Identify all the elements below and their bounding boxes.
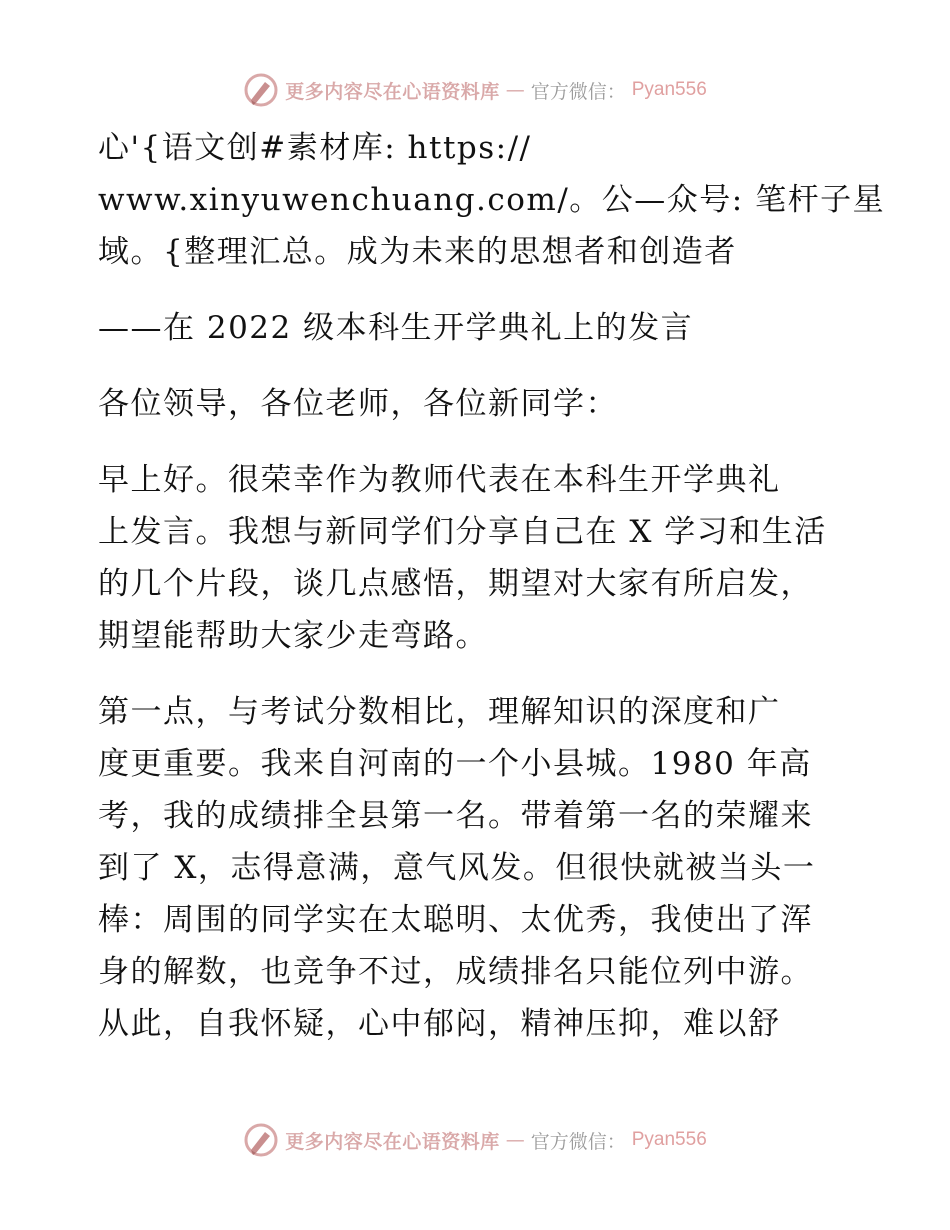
- document-body: [98, 122, 886, 1050]
- paragraph-line: 到了 X，志得意满，意气风发。但很快就被当头一: [98, 850, 816, 886]
- pen-logo-icon: [243, 72, 279, 108]
- paragraph-line: 期望能帮助大家少走弯路。: [98, 618, 488, 654]
- paragraph-line: 棒：周围的同学实在太聪明、太优秀，我使出了浑: [98, 902, 813, 938]
- banner-wechat-id: Pyan556: [631, 79, 707, 100]
- paragraph-line: 从此，自我怀疑，心中郁闷，精神压抑，难以舒: [98, 1006, 781, 1042]
- paragraph-line: 上发言。我想与新同学们分享自己在 X 学习和生活: [98, 514, 827, 550]
- banner-wechat-label: 官方微信：: [530, 1130, 626, 1153]
- banner-wechat-id: Pyan556: [631, 1129, 707, 1150]
- paragraph-line: 早上好。很荣幸作为教师代表在本科生开学典礼: [98, 462, 781, 498]
- paragraph-line: 身的解数，也竞争不过，成绩排名只能位列中游。: [98, 954, 813, 990]
- paragraph-line: 度更重要。我来自河南的一个小县城。1980 年高: [98, 746, 812, 782]
- banner-separator: —: [505, 1129, 525, 1151]
- banner-wechat-label: 官方微信：: [530, 80, 626, 103]
- speech-subtitle: ——在 2022 级本科生开学典礼上的发言: [98, 310, 694, 346]
- watermark-banner-bottom: [0, 1120, 950, 1160]
- salutation: 各位领导，各位老师，各位新同学：: [98, 386, 618, 422]
- banner-main-text: 更多内容尽在心语资料库: [285, 1130, 500, 1153]
- paragraph-line: 的几个片段，谈几点感悟，期望对大家有所启发，: [98, 566, 813, 602]
- paragraph-line: 考，我的成绩排全县第一名。带着第一名的荣耀来: [98, 798, 813, 834]
- paragraph-line: 第一点，与考试分数相比，理解知识的深度和广: [98, 694, 781, 730]
- pen-logo-icon: [243, 1122, 279, 1158]
- header-line: www.xinyuwenchuang.com/。公—众号: 笔杆子星: [98, 182, 886, 218]
- watermark-banner-top: [0, 70, 950, 110]
- banner-main-text: 更多内容尽在心语资料库: [285, 80, 500, 103]
- header-line: 域。{整理汇总。成为未来的思想者和创造者: [98, 234, 737, 270]
- banner-separator: —: [505, 79, 525, 101]
- header-line: 心'{语文创#素材库: https://: [98, 130, 532, 166]
